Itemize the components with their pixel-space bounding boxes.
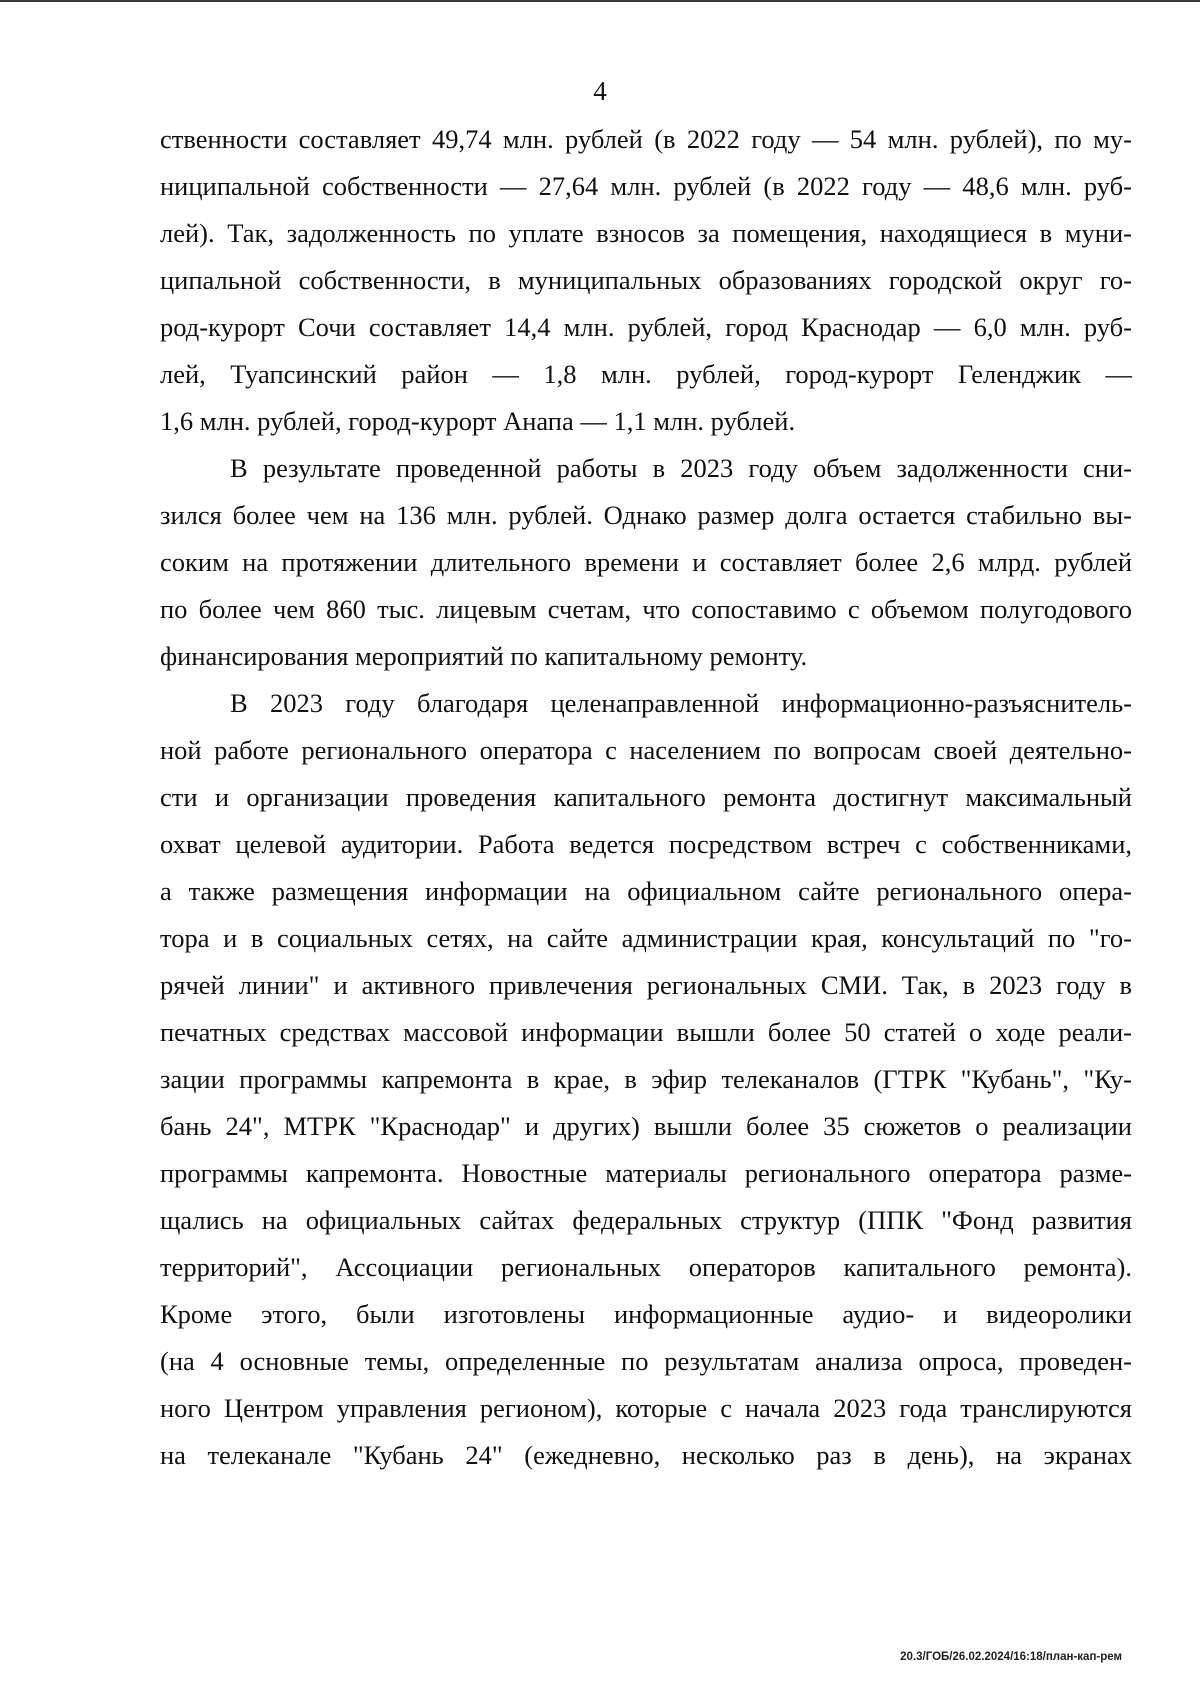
text-line: 1,6 млн. рублей, город-курорт Анапа — 1,1 млн. рублей. xyxy=(160,406,796,436)
text-line: ципальной собственности, в муниципальных образованиях городской округ го- xyxy=(160,265,1132,295)
text-line: род-курорт Сочи составляет 14,4 млн. рублей, город Краснодар — 6,0 млн. руб- xyxy=(160,312,1132,342)
text-line: территорий", Ассоциации региональных операторов капитального ремонта). xyxy=(160,1252,1132,1282)
text-line: ственности составляет 49,74 млн. рублей (в 2022 году — 54 млн. рублей), по му- xyxy=(160,124,1132,154)
text-line: (на 4 основные темы, определенные по результатам анализа опроса, проведен- xyxy=(160,1346,1132,1376)
page-number: 4 xyxy=(593,76,607,106)
paragraph-debt-municipal xyxy=(160,116,1132,445)
paragraph-debt-reduction xyxy=(160,445,1132,680)
text-line: а также размещения информации на официальном сайте регионального опера- xyxy=(160,876,1132,906)
text-line: В результате проведенной работы в 2023 году объем задолженности сни- xyxy=(230,453,1132,483)
text-line: рячей линии" и активного привлечения региональных СМИ. Так, в 2023 году в xyxy=(160,970,1132,1000)
text-line: лей, Туапсинский район — 1,8 млн. рублей, город-курорт Геленджик — xyxy=(160,359,1132,389)
scan-top-edge xyxy=(0,0,1200,2)
text-line: сти и организации проведения капитального ремонта достигнут максимальный xyxy=(160,782,1132,812)
text-line: ниципальной собственности — 27,64 млн. рублей (в 2022 году — 48,6 млн. руб- xyxy=(160,171,1132,201)
text-line: на телеканале "Кубань 24" (ежедневно, несколько раз в день), на экранах xyxy=(160,1440,1132,1470)
text-line: охват целевой аудитории. Работа ведется посредством встреч с собственниками, xyxy=(160,829,1132,859)
text-line: В 2023 году благодаря целенаправленной информационно-разъяснитель- xyxy=(230,688,1132,718)
text-line: бань 24", МТРК "Краснодар" и других) вышли более 35 сюжетов о реализации xyxy=(160,1111,1132,1141)
text-line: тора и в социальных сетях, на сайте администрации края, консультаций по "го- xyxy=(160,923,1132,953)
paragraph-information-work xyxy=(160,680,1132,1479)
text-line: Кроме этого, были изготовлены информационные аудио- и видеоролики xyxy=(160,1299,1132,1329)
document-reference-stamp: 20.3/ГОБ/26.02.2024/16:18/план-кап-рем xyxy=(900,1651,1122,1663)
text-line: зации программы капремонта в крае, в эфир телеканалов (ГТРК "Кубань", "Ку- xyxy=(160,1064,1132,1094)
text-line: печатных средствах массовой информации вышли более 50 статей о ходе реали- xyxy=(160,1017,1132,1047)
text-line: ного Центром управления регионом), которые с начала 2023 года транслируются xyxy=(160,1393,1132,1423)
document-body xyxy=(160,116,1132,1479)
text-line: щались на официальных сайтах федеральных структур (ППК "Фонд развития xyxy=(160,1205,1132,1235)
text-line: по более чем 860 тыс. лицевым счетам, что сопоставимо с объемом полугодового xyxy=(160,594,1132,624)
text-line: программы капремонта. Новостные материалы регионального оператора разме- xyxy=(160,1158,1132,1188)
text-line: финансирования мероприятий по капитальному ремонту. xyxy=(160,641,808,671)
text-line: зился более чем на 136 млн. рублей. Однако размер долга остается стабильно вы- xyxy=(160,500,1132,530)
text-line: соким на протяжении длительного времени и составляет более 2,6 млрд. рублей xyxy=(160,547,1132,577)
text-line: ной работе регионального оператора с населением по вопросам своей деятельно- xyxy=(160,735,1132,765)
text-line: лей). Так, задолженность по уплате взносов за помещения, находящиеся в муни- xyxy=(160,218,1132,248)
